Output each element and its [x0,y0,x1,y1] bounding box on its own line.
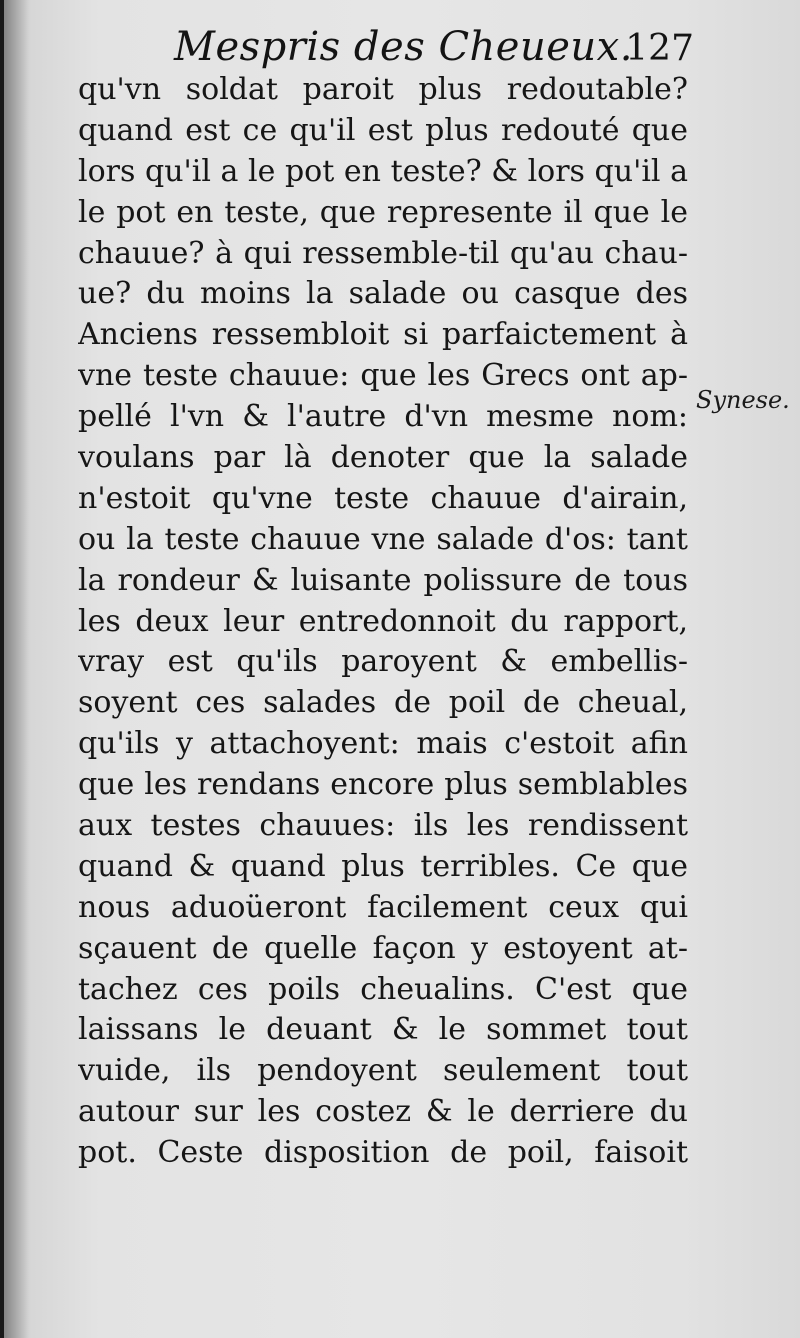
text-line: aux testes chauues: ils les rendissent [78,808,688,844]
page-number: 127 [625,28,694,69]
running-title: Mespris des Cheueux. [174,24,633,70]
text-line: soyent ces salades de poil de cheual, [78,685,688,721]
text-line: ue? du moins la salade ou casque des [78,276,688,312]
text-line: qu'vn soldat paroit plus redoutable? [78,72,688,107]
book-page [4,0,800,1338]
text-line: lors qu'il a le pot en teste? & lors qu'il a [78,153,688,189]
text-line: qu'ils y attachoyent: mais c'estoit afin [78,726,688,762]
text-line: nous aduoüeront facilement ceux qui [78,889,688,925]
text-line: la rondeur & luisante polissure de tous [78,562,688,598]
text-line: quand est ce qu'il est plus redouté que [78,112,688,148]
text-line: vray est qu'ils paroyent & embellis- [78,644,688,680]
text-line: laissans le deuant & le sommet tout [78,1012,688,1048]
body-text [78,70,688,1174]
text-line: pot. Ceste disposition de poil, faisoit [78,1135,688,1171]
text-line: tachez ces poils cheualins. C'est que [78,971,688,1007]
text-line: chauue? à qui ressemble-til qu'au chau- [78,235,688,271]
text-line: le pot en teste, que represente il que le [78,194,688,230]
text-line: sçauent de quelle façon y estoyent at- [78,930,688,966]
text-line: vne teste chauue: que les Grecs ont ap- [78,358,688,394]
text-line: que les rendans encore plus semblables [78,767,688,803]
text-line: les deux leur entredonnoit du rapport, [78,603,688,639]
text-line: ou la teste chauue vne salade d'os: tant [78,521,688,557]
text-line: n'estoit qu'vne teste chauue d'airain, [78,480,688,516]
text-line: pellé l'vn & l'autre d'vn mesme nom: [78,399,688,435]
text-line: quand & quand plus terribles. Ce que [78,848,688,884]
text-line: Anciens ressembloit si parfaictement à [78,317,688,353]
text-line: autour sur les costez & le derriere du [78,1094,688,1130]
text-line: voulans par là denoter que la salade [78,440,688,476]
text-line: vuide, ils pendoyent seulement tout [78,1053,688,1089]
margin-note: Synese. [696,386,790,414]
